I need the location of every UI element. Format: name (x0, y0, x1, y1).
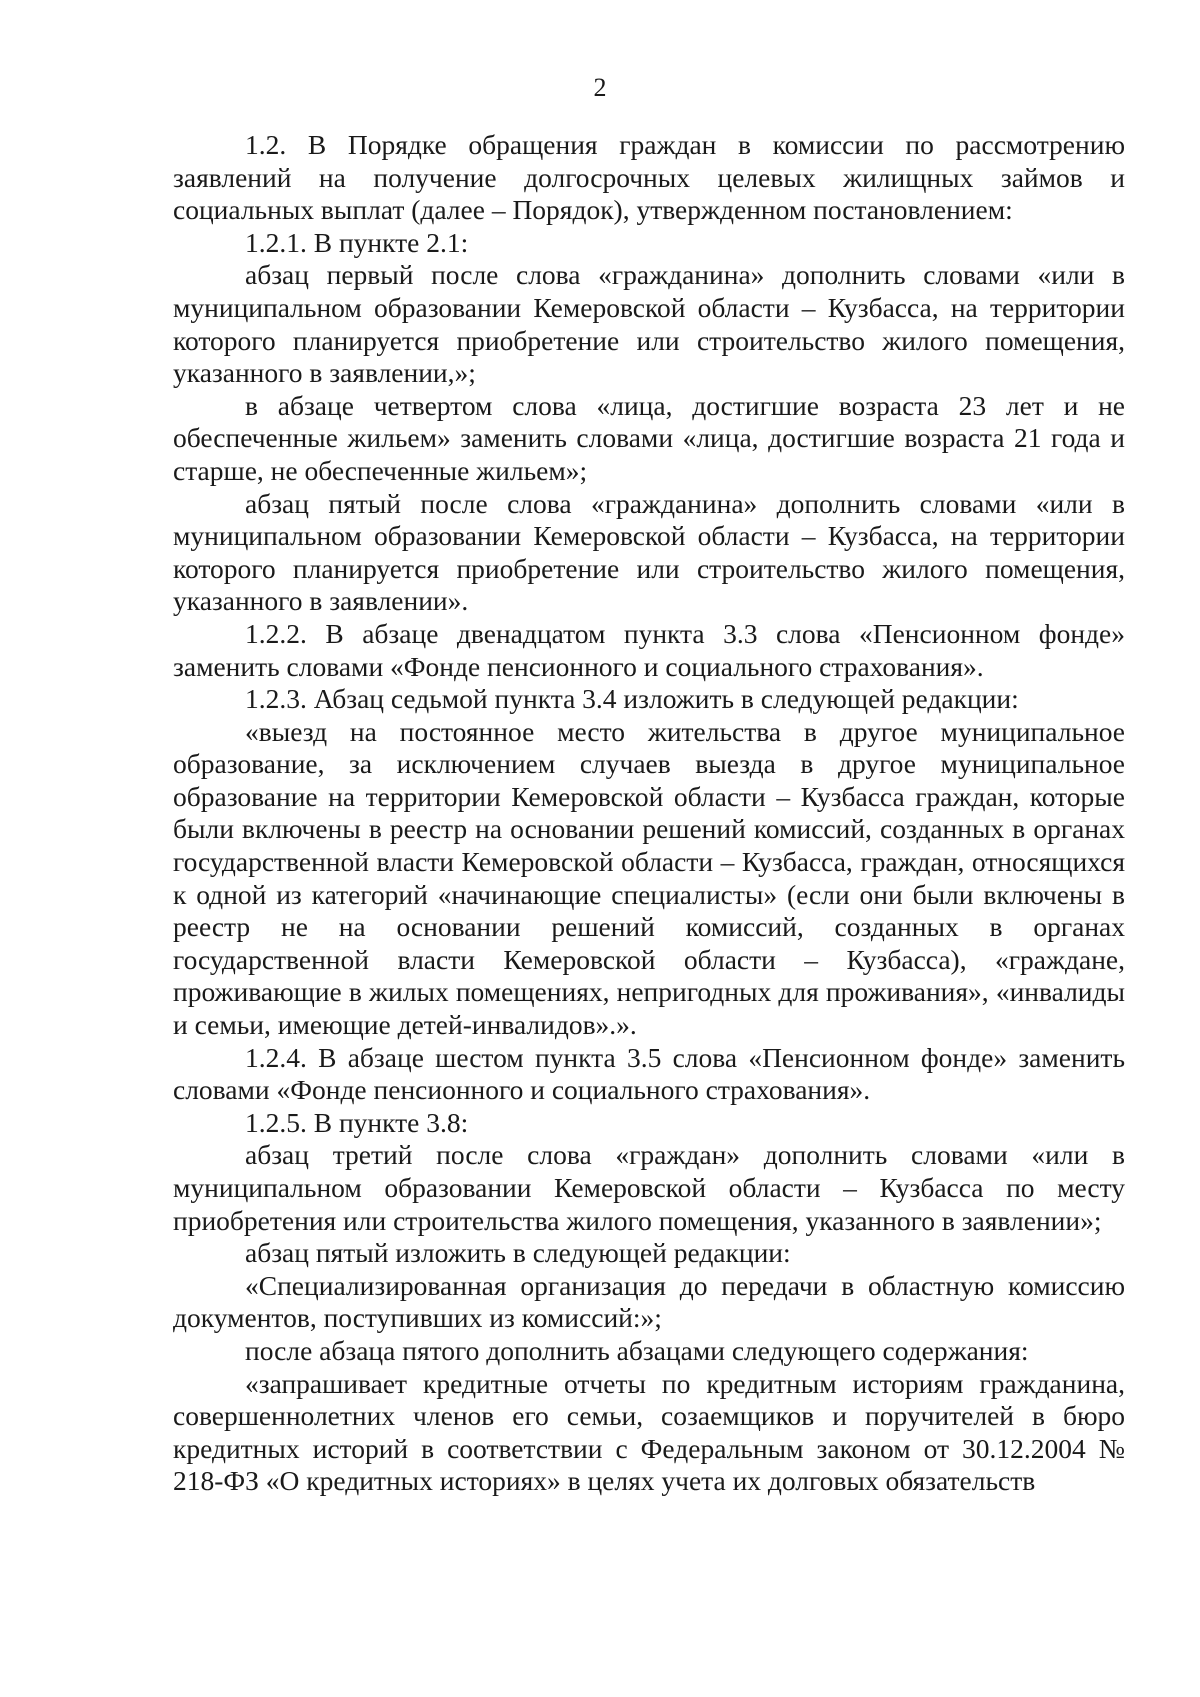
paragraph: 1.2.1. В пункте 2.1: (245, 226, 469, 258)
paragraph: 1.2.3. Абзац седьмой пункта 3.4 изложить в следующей редакции: (245, 683, 1019, 715)
paragraph: абзац третий после слова «граждан» дополнить словами «или в муниципальном образовании Кемеровской области – Кузбасса по месту приобретения или строительства жилого помещения, указанного в заявлении»; (173, 1139, 1125, 1236)
paragraph: абзац первый после слова «гражданина» дополнить словами «или в муниципальном образовании Кемеровской области – Кузбасса, на территории которого планируется приобретение или строительство жилого помещения, указанного в заявлении,»; (173, 259, 1125, 389)
paragraph: «выезд на постоянное место жительства в другое муниципальное образование, за исключением случаев выезда в другое муниципальное образование на территории Кемеровской области – Кузбасса граждан, которые были включены в реестр на основании решений комиссий, созданных в органах государственной власти Кемеровской области – Кузбасса, граждан, относящихся к одной из категорий «начинающие специалисты» (если они были включены в реестр не на основании решений комиссий, созданных в органах государственной власти Кемеровской области – Кузбасса), «граждане, проживающие в жилых помещениях, непригодных для проживания», «инвалиды и семьи, имеющие детей-инвалидов».». (173, 715, 1125, 1041)
paragraph: 1.2.2. В абзаце двенадцатом пункта 3.3 слова «Пенсионном фонде» заменить словами «Фонде пенсионного и социального страхования». (173, 617, 1125, 682)
page-number: 2 (593, 73, 607, 102)
paragraph: 1.2. В Порядке обращения граждан в комиссии по рассмотрению заявлений на получение долгосрочных целевых жилищных займов и социальных выплат (далее – Порядок), утвержденном постановлением: (173, 129, 1125, 226)
document-body (173, 129, 1125, 1498)
paragraph: абзац пятый изложить в следующей редакции: (245, 1237, 791, 1269)
paragraph: в абзаце четвертом слова «лица, достигшие возраста 23 лет и не обеспеченные жильем» заменить словами «лица, достигшие возраста 21 года и старше, не обеспеченные жильем»; (173, 389, 1125, 486)
paragraph: «Специализированная организация до передачи в областную комиссию документов, поступивших из комиссий:»; (173, 1269, 1125, 1334)
paragraph: абзац пятый после слова «гражданина» дополнить словами «или в муниципальном образовании Кемеровской области – Кузбасса, на территории которого планируется приобретение или строительство жилого помещения, указанного в заявлении». (173, 487, 1125, 617)
paragraph: «запрашивает кредитные отчеты по кредитным историям гражданина, совершеннолетних членов его семьи, созаемщиков и поручителей в бюро кредитных историй в соответствии с Федеральным законом от 30.12.2004 № 218-ФЗ «О кредитных историях» в целях учета их долговых обязательств (173, 1367, 1125, 1497)
paragraph: 1.2.5. В пункте 3.8: (245, 1106, 469, 1138)
paragraph: 1.2.4. В абзаце шестом пункта 3.5 слова «Пенсионном фонде» заменить словами «Фонде пенсионного и социального страхования». (173, 1041, 1125, 1106)
paragraph: после абзаца пятого дополнить абзацами следующего содержания: (245, 1334, 1029, 1366)
